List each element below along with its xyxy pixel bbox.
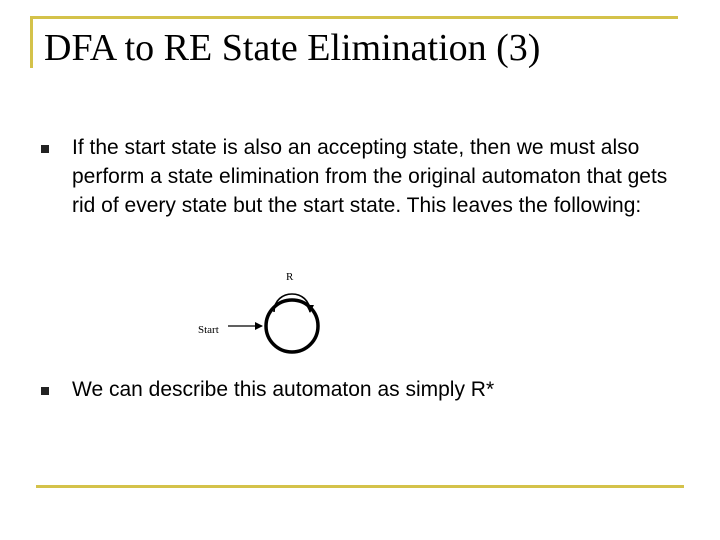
start-accept-state — [266, 300, 318, 352]
bullet-marker — [41, 145, 49, 153]
automaton-diagram — [190, 266, 340, 358]
loop-label: R — [286, 271, 294, 283]
bullet-text-2: We can describe this automaton as simply R* — [72, 378, 495, 401]
slide-title: DFA to RE State Elimination (3) — [44, 27, 541, 69]
start-label: Start — [198, 324, 219, 336]
frame-bottom-rule — [36, 485, 684, 488]
frame-top-rule — [30, 16, 678, 19]
frame-left-rule — [30, 16, 33, 68]
bullet-marker — [41, 387, 49, 395]
bullet-text-1: If the start state is also an accepting state, then we must also perform a state elimination from the original automaton that gets rid of every state but the start state. This leaves the following: — [72, 136, 668, 217]
